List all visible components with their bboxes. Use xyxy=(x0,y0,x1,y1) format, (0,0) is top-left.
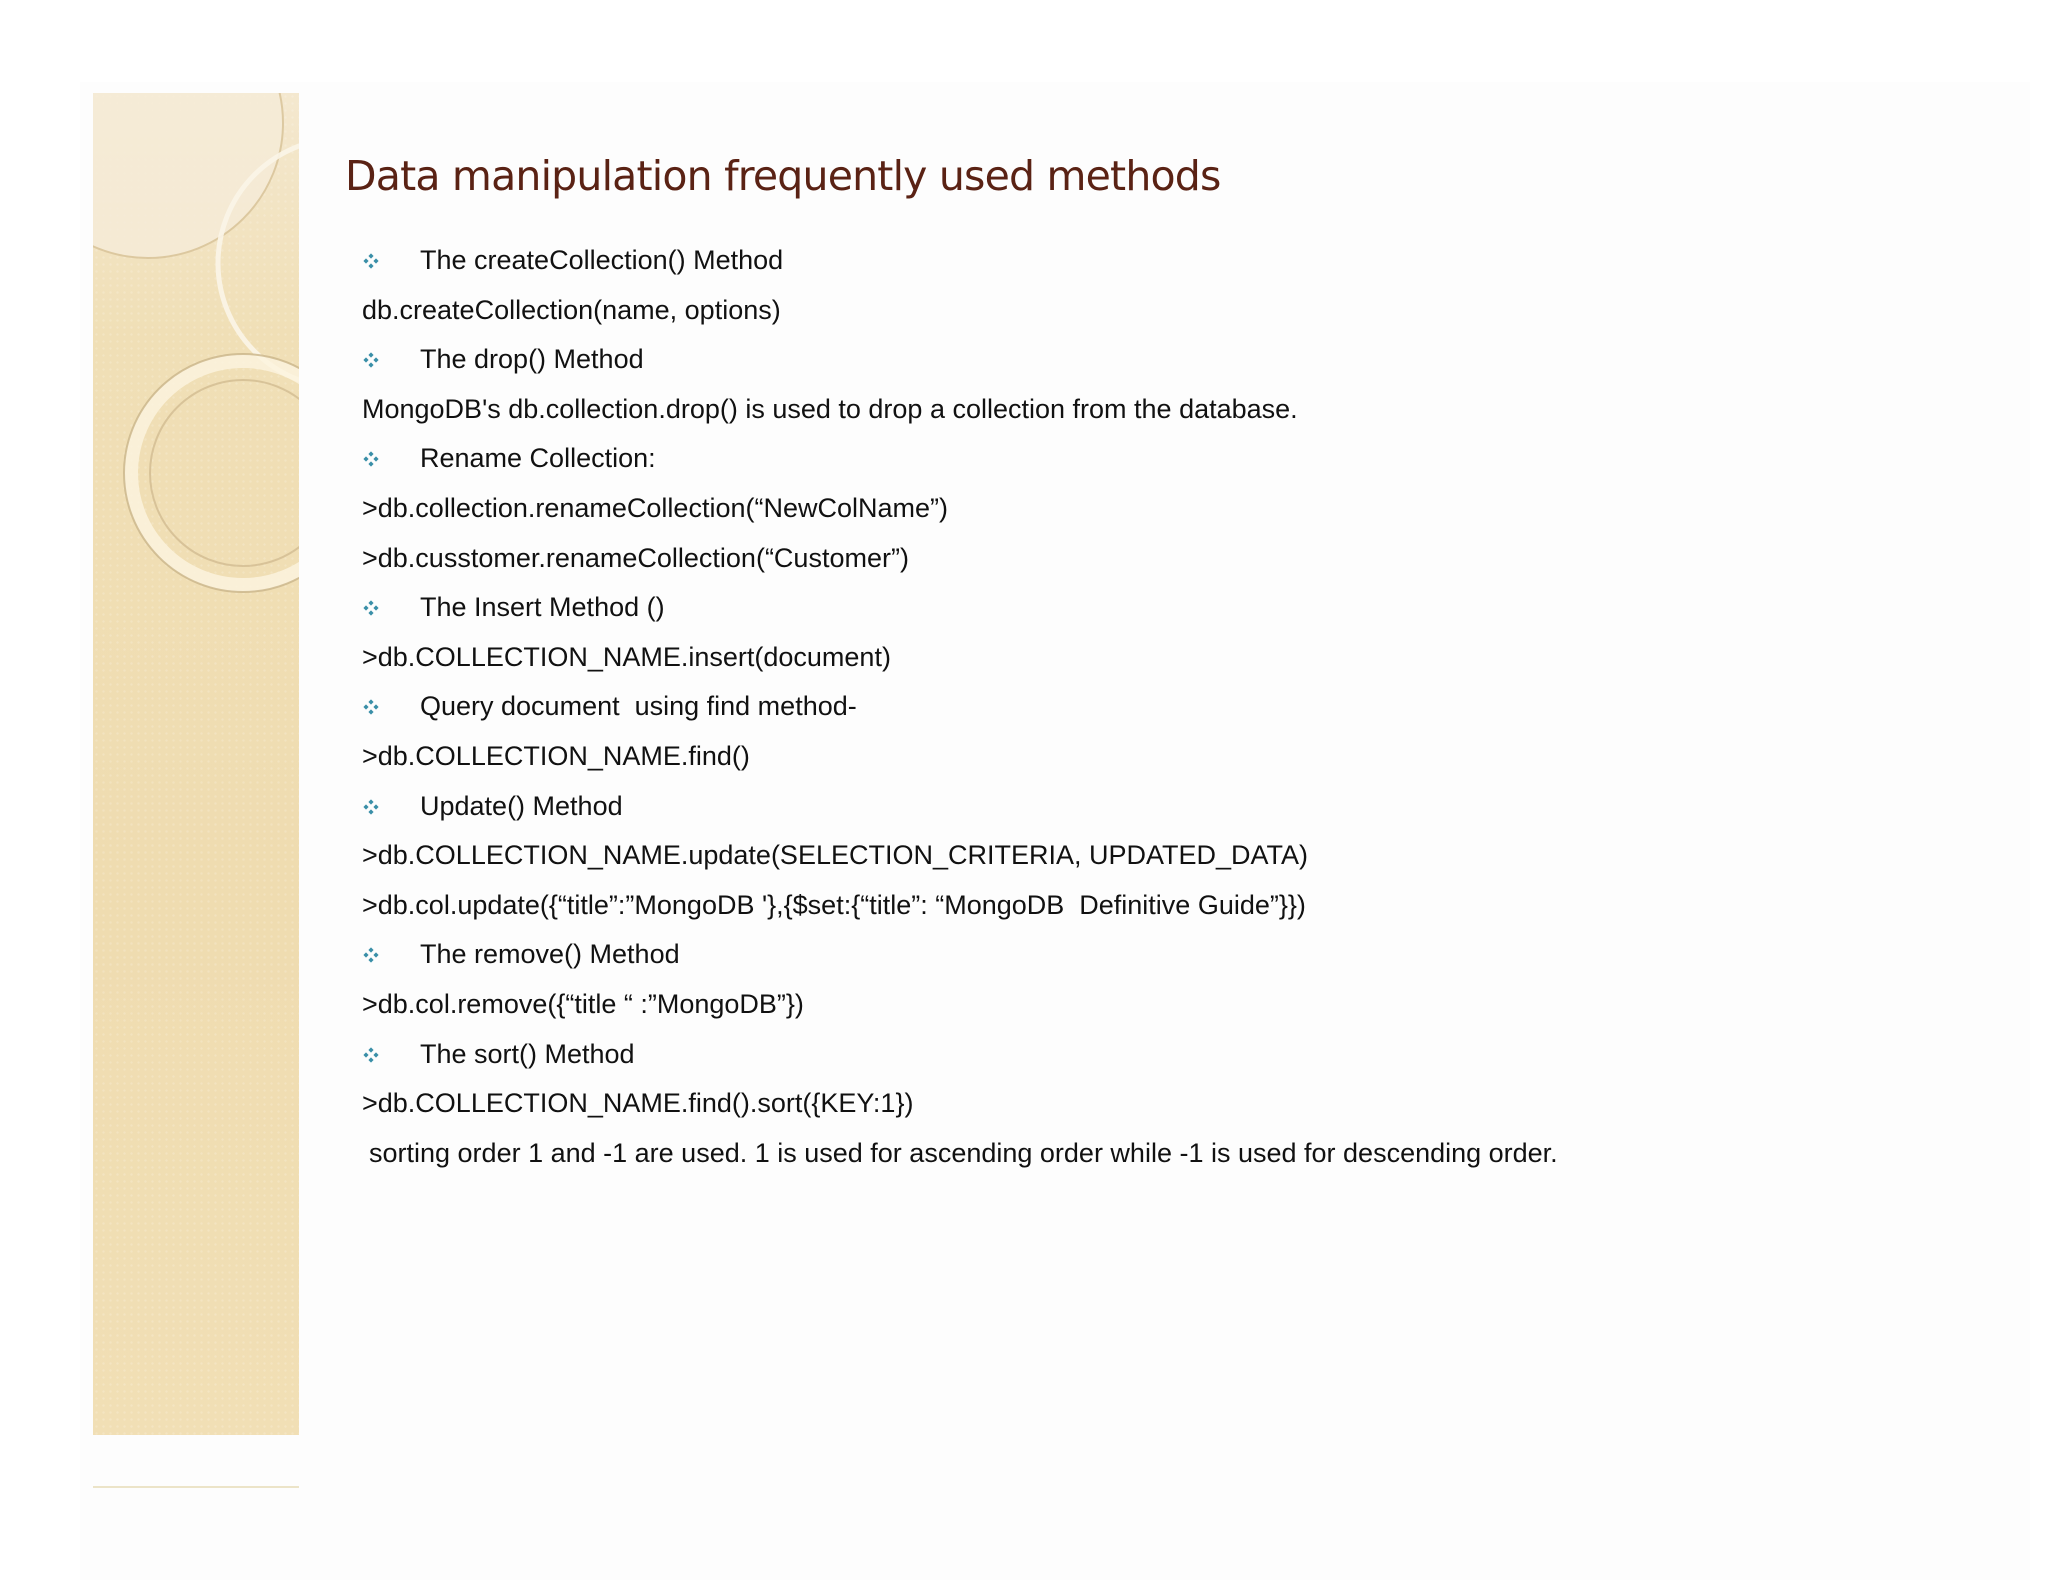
decorative-ring-outer xyxy=(131,361,299,585)
line-text: >db.COLLECTION_NAME.update(SELECTION_CRITERIA, UPDATED_DATA) xyxy=(362,840,1309,871)
bullet-item xyxy=(362,682,2002,732)
line-text: >db.COLLECTION_NAME.find() xyxy=(362,740,750,771)
decorative-ring-inner xyxy=(150,380,299,566)
line-text: >db.collection.renameCollection(“NewColName”) xyxy=(362,492,948,523)
side-panel-divider xyxy=(93,1486,299,1488)
line-text: >db.col.remove({“title “ :”MongoDB”}) xyxy=(362,988,804,1019)
bullet-text: The remove() Method xyxy=(420,939,680,970)
line-text: >db.COLLECTION_NAME.insert(document) xyxy=(362,641,891,672)
bullet-text: The drop() Method xyxy=(420,344,644,375)
text-line xyxy=(362,980,2002,1030)
text-line xyxy=(362,385,2002,435)
bullet-text: Rename Collection: xyxy=(420,443,656,474)
bullet-text: The sort() Method xyxy=(420,1038,635,1069)
four-diamond-bullet-icon xyxy=(363,947,379,963)
decorative-circles xyxy=(93,93,299,1435)
bullet-text: Query document using find method- xyxy=(420,691,857,722)
bullet-item xyxy=(362,434,2002,484)
line-text: MongoDB's db.collection.drop() is used to drop a collection from the database. xyxy=(362,393,1298,424)
four-diamond-bullet-icon xyxy=(363,1047,379,1063)
line-text: db.createCollection(name, options) xyxy=(362,294,781,325)
bullet-item xyxy=(362,583,2002,633)
four-diamond-bullet-icon xyxy=(363,799,379,815)
line-text: >db.col.update({“title”:”MongoDB '},{$set:{“title”: “MongoDB Definitive Guide”}}) xyxy=(362,889,1306,920)
line-text: >db.cusstomer.renameCollection(“Customer”) xyxy=(362,542,909,573)
text-line xyxy=(362,1079,2002,1129)
line-text: sorting order 1 and -1 are used. 1 is used for ascending order while -1 is used for descending order. xyxy=(369,1137,1558,1168)
four-diamond-bullet-icon xyxy=(363,451,379,467)
text-line xyxy=(362,534,2002,584)
bullet-item xyxy=(362,335,2002,385)
text-line xyxy=(362,1129,2002,1179)
bullet-text: The createCollection() Method xyxy=(420,245,784,275)
bullet-item xyxy=(362,930,2002,980)
bullet-item xyxy=(362,1030,2002,1080)
four-diamond-bullet-icon xyxy=(363,600,379,616)
four-diamond-bullet-icon xyxy=(363,352,379,368)
text-line xyxy=(362,286,2002,336)
four-diamond-bullet-icon xyxy=(363,253,379,269)
text-line xyxy=(362,633,2002,683)
bullet-item xyxy=(362,782,2002,832)
text-line xyxy=(362,484,2002,534)
decorative-side-panel xyxy=(93,93,299,1435)
slide-content xyxy=(362,236,2002,1178)
line-text: >db.COLLECTION_NAME.find().sort({KEY:1}) xyxy=(362,1088,914,1119)
bullet-text: Update() Method xyxy=(420,790,623,821)
four-diamond-bullet-icon xyxy=(363,699,379,715)
text-line xyxy=(362,732,2002,782)
bullet-item xyxy=(362,236,2002,286)
slide-title: Data manipulation frequently used methods xyxy=(345,152,1221,200)
text-line xyxy=(362,881,2002,931)
text-line xyxy=(362,831,2002,881)
bullet-text: The Insert Method () xyxy=(420,592,665,623)
